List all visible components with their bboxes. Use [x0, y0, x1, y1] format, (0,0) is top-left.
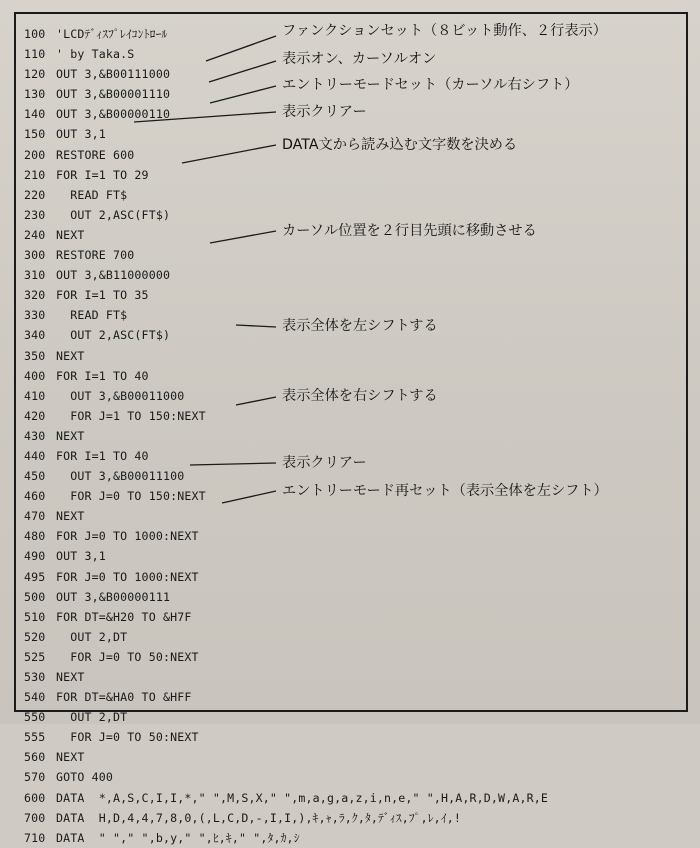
line-number: 510 — [24, 609, 46, 624]
line-number: 410 — [24, 388, 46, 403]
annotation-shift-left: 表示全体を左シフトする — [282, 318, 438, 334]
line-number: 550 — [24, 710, 46, 725]
line-number: 570 — [24, 770, 46, 785]
code-text: FOR DT=&HA0 TO &HFF — [56, 690, 192, 705]
annotation-char-count: DATA文から読み込む文字数を決める — [282, 137, 518, 153]
annotation-display-clear: 表示クリアー — [282, 104, 367, 120]
code-text: FOR J=0 TO 150:NEXT — [56, 489, 206, 504]
line-number: 490 — [24, 549, 46, 564]
line-number: 495 — [24, 569, 46, 584]
code-line-560 — [24, 747, 424, 767]
code-text: OUT 3,&B00000111 — [56, 589, 171, 604]
code-text: FOR J=1 TO 150:NEXT — [56, 408, 206, 423]
code-text: NEXT — [56, 750, 85, 765]
annotation-display-clear-2: 表示クリアー — [282, 455, 367, 471]
line-number: 530 — [24, 670, 46, 684]
code-line-710 — [24, 828, 424, 848]
line-number: 240 — [24, 227, 46, 242]
code-text: OUT 3,&B00011100 — [56, 469, 185, 484]
line-number: 420 — [24, 408, 46, 423]
annotation-shift-right: 表示全体を右シフトする — [282, 388, 438, 404]
code-text: OUT 2,DT — [56, 710, 128, 725]
line-number: 300 — [24, 248, 46, 263]
line-number: 700 — [24, 810, 46, 825]
code-text: READ FT$ — [56, 187, 128, 202]
annotation-cursor-line2: カーソル位置を２行目先頭に移動させる — [282, 223, 537, 239]
line-number: 350 — [24, 348, 46, 363]
line-number: 430 — [24, 428, 46, 443]
line-number: 110 — [24, 47, 46, 62]
code-text: FOR I=1 TO 40 — [56, 448, 149, 463]
line-number: 320 — [24, 288, 46, 303]
code-text: OUT 3,&B00000110 — [56, 107, 171, 122]
code-text: OUT 3,&B00001110 — [56, 87, 171, 102]
line-number: 600 — [24, 790, 46, 805]
code-text: READ FT$ — [56, 308, 128, 323]
code-text: FOR J=0 TO 50:NEXT — [56, 649, 199, 664]
code-text: DATA " "," ",b,y," ",ﾋ,ｷ," ",ﾀ,ｶ,ｼ — [56, 830, 300, 845]
annotation-entry-mode-set: エントリーモードセット（カーソル右シフト） — [282, 77, 579, 93]
code-text: DATA *,A,S,C,I,I,*," ",M,S,X," ",m,a,g,a,z,i,n,e," ",H,A,R,D,W,A,R,E — [56, 790, 548, 805]
code-text: ' by Taka.S — [56, 47, 135, 62]
line-number: 400 — [24, 368, 46, 383]
code-text: NEXT — [56, 348, 85, 363]
code-line-555 — [24, 727, 424, 747]
line-number: 120 — [24, 67, 46, 82]
code-text: NEXT — [56, 509, 85, 524]
line-number: 460 — [24, 489, 46, 504]
annotation-display-on: 表示オン、カーソルオン — [282, 51, 437, 67]
code-text: OUT 2,DT — [56, 629, 128, 644]
line-number: 130 — [24, 87, 46, 102]
code-text: FOR J=0 TO 50:NEXT — [56, 730, 199, 745]
code-text: NEXT — [56, 428, 85, 443]
code-text: NEXT — [56, 227, 85, 242]
code-text: OUT 2,ASC(FT$) — [56, 328, 171, 343]
line-number: 330 — [24, 308, 46, 323]
code-text: RESTORE 700 — [56, 248, 135, 263]
line-number: 100 — [24, 27, 46, 41]
line-number: 220 — [24, 187, 46, 202]
code-text: DATA H,D,4,4,7,8,0,(,L,C,D,-,I,I,),ｷ,ｬ,ﾗ,ｸ,ﾀ,ﾃﾞｨｽ,ﾌﾟ,ﾚ,ｲ,! — [56, 810, 461, 825]
line-number: 140 — [24, 107, 46, 122]
code-text: OUT 3,&B00011000 — [56, 388, 185, 403]
line-number: 450 — [24, 469, 46, 484]
line-number: 555 — [24, 730, 46, 745]
code-line-600 — [24, 788, 548, 808]
code-text: FOR I=1 TO 40 — [56, 368, 149, 383]
code-text: FOR DT=&H20 TO &H7F — [56, 609, 192, 624]
code-text: OUT 2,ASC(FT$) — [56, 207, 171, 222]
code-text: FOR J=0 TO 1000:NEXT — [56, 569, 199, 584]
code-text: OUT 3,&B11000000 — [56, 268, 171, 283]
line-number: 520 — [24, 629, 46, 644]
code-text: FOR J=0 TO 1000:NEXT — [56, 529, 199, 544]
line-number: 230 — [24, 207, 46, 222]
code-text: OUT 3,1 — [56, 127, 106, 142]
code-text: RESTORE 600 — [56, 147, 135, 162]
line-number: 710 — [24, 830, 46, 845]
code-text: GOTO 400 — [56, 770, 114, 785]
code-line-700 — [24, 808, 461, 828]
line-number: 470 — [24, 509, 46, 524]
line-number: 500 — [24, 589, 46, 604]
line-number: 525 — [24, 649, 46, 664]
code-text: OUT 3,1 — [56, 549, 106, 564]
code-text: FOR I=1 TO 35 — [56, 288, 149, 303]
line-number: 440 — [24, 448, 46, 463]
line-number: 480 — [24, 529, 46, 544]
line-number: 340 — [24, 328, 46, 343]
annotation-entry-mode-reset: エントリーモード再セット（表示全体を左シフト） — [282, 483, 608, 499]
line-number: 210 — [24, 167, 46, 182]
code-text: FOR I=1 TO 29 — [56, 167, 149, 182]
line-number: 560 — [24, 750, 46, 765]
code-text: NEXT — [56, 670, 85, 684]
code-text: 'LCDﾃﾞｨｽﾌﾟﾚｲｺﾝﾄﾛｰﾙ — [56, 27, 168, 41]
code-text: OUT 3,&B00111000 — [56, 67, 171, 82]
line-number: 150 — [24, 127, 46, 142]
code-line-570 — [24, 767, 424, 787]
line-number: 200 — [24, 147, 46, 162]
line-number: 310 — [24, 268, 46, 283]
annotation-function-set: ファンクションセット（８ビット動作、２行表示） — [282, 23, 607, 39]
line-number: 540 — [24, 690, 46, 705]
